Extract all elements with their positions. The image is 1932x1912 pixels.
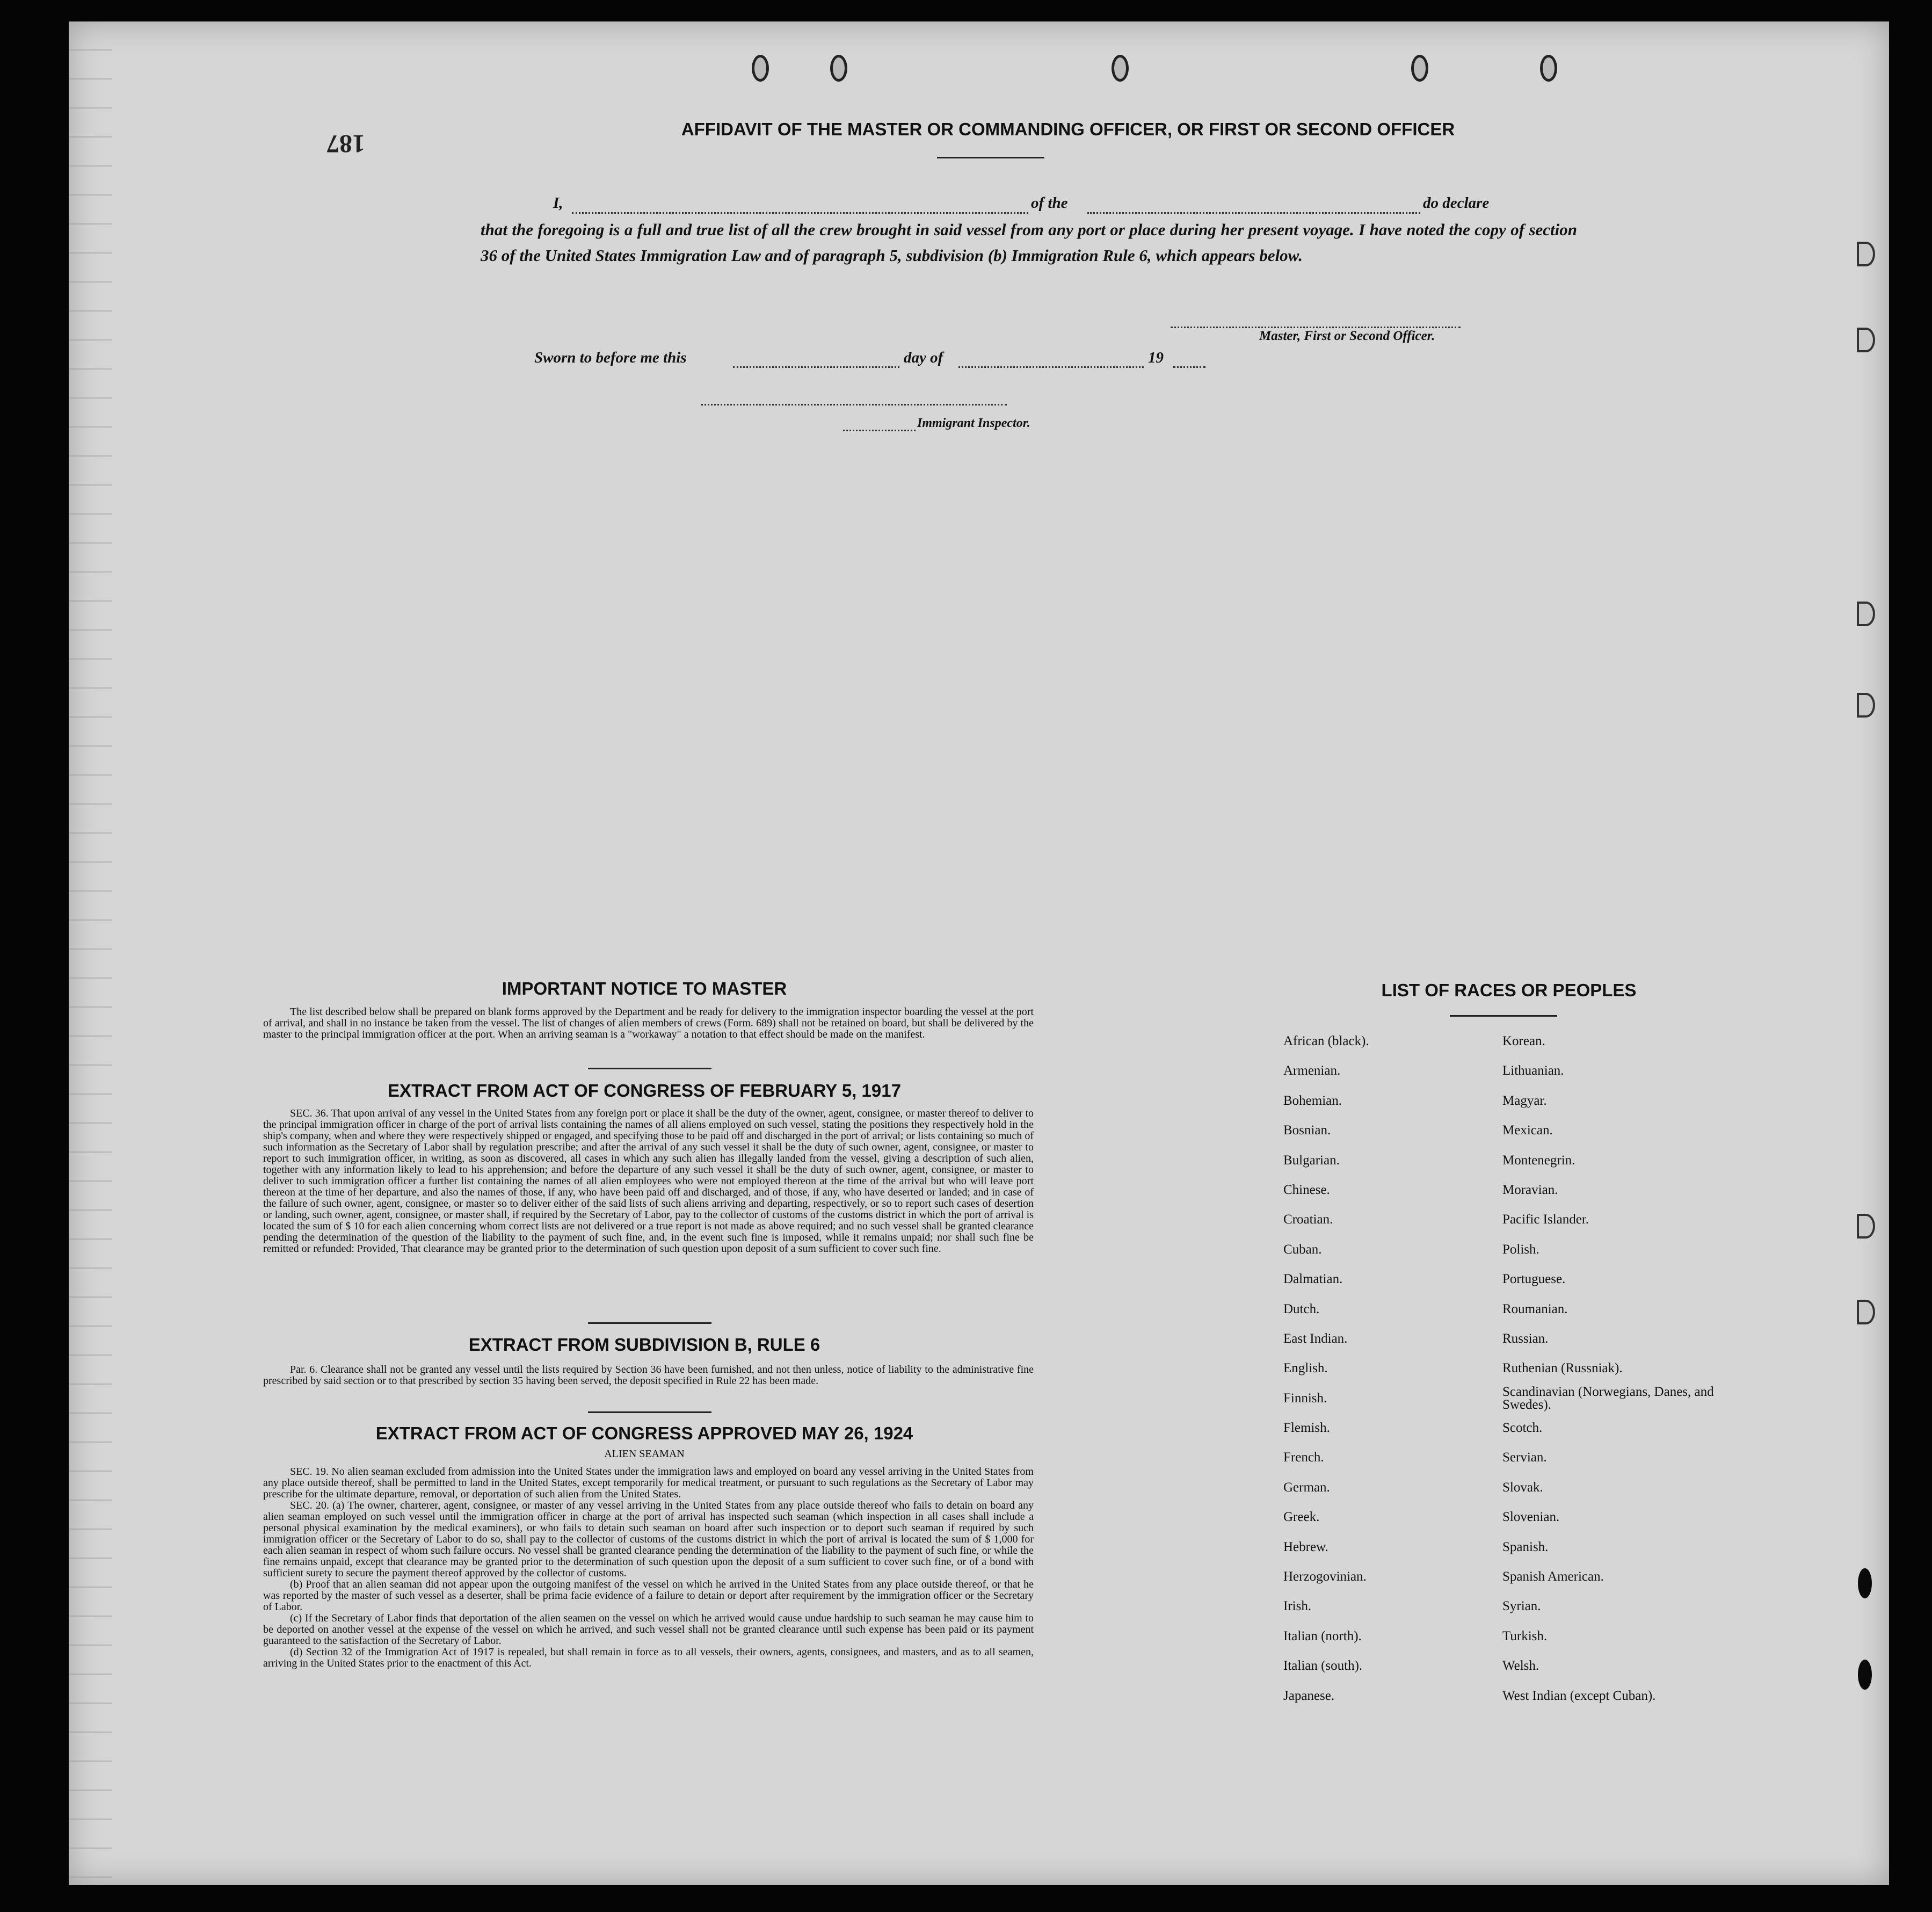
races-left-column <box>1283 1034 1502 1718</box>
race-item: Armenian. <box>1283 1063 1341 1078</box>
race-item: Cuban. <box>1283 1242 1322 1257</box>
punch-hole <box>1857 242 1875 266</box>
race-item: Ruthenian (Russniak). <box>1502 1361 1623 1376</box>
races-title: LIST OF RACES OR PEOPLES <box>1381 980 1637 1000</box>
race-item: Welsh. <box>1502 1658 1539 1674</box>
race-item: Irish. <box>1283 1599 1312 1614</box>
sec20b-text: (b) Proof that an alien seaman did not appear upon the outgoing manifest of the vessel on which he arrived in the United States from any place outside thereof, or that he was reported by the master of such vessel as a deserter, shall be prima facie evidence of a failure to detain or deport after requirement by the immigration officer or the Secretary of Labor. <box>263 1578 1034 1613</box>
race-item: Portuguese. <box>1502 1272 1566 1287</box>
sworn-year: 19 <box>1148 349 1164 366</box>
extract-1924-title: EXTRACT FROM ACT OF CONGRESS APPROVED MAY 26, 1924 <box>375 1423 913 1443</box>
race-item: Russian. <box>1502 1331 1549 1346</box>
race-item: Dalmatian. <box>1283 1272 1343 1287</box>
notice-text: The list described below shall be prepared on blank forms approved by the Department and be ready for delivery to the immigration inspector boarding the vessel at the port of arrival, and shall in no instance be taken from the vessel. The list of changes of alien members of crews (Form. 689) shall not be retained on board, but shall be delivered by the master to the principal immigration officer at the port. When an arriving seaman is a "workaway" a notation to that effect should be made on the manifest. <box>263 1006 1034 1040</box>
master-signature-line[interactable] <box>1171 327 1461 328</box>
race-item: Scotch. <box>1502 1421 1543 1436</box>
race-item: Italian (north). <box>1283 1628 1362 1643</box>
extract-rule6-text: Par. 6. Clearance shall not be granted any vessel until the lists required by Section 36 have been furnished, and not then unless, notice of liability to the administrative fine prescribed by said section or to that prescribed by section 35 having been served, the deposit specified in Rule 22 has been made. <box>263 1364 1034 1387</box>
punch-hole <box>1857 693 1875 718</box>
race-item: Flemish. <box>1283 1421 1330 1436</box>
sec20c-text: (c) If the Secretary of Labor finds that deportation of the alien seamen on the vessel on which he arrived would cause undue hardship to such seaman he may cause him to be deported on another vessel at the expense of the vessel on which he arrived, and such vessel shall not be granted clearance until such expense has been paid or its payment guaranteed to the satisfaction of the Secretary of Labor. <box>263 1612 1034 1647</box>
title-rule <box>937 157 1044 158</box>
races-rule <box>1450 1015 1557 1017</box>
punch-hole <box>1857 1300 1875 1324</box>
inspector-dots <box>843 430 916 431</box>
race-item: Greek. <box>1283 1510 1320 1525</box>
races-right-column <box>1502 1034 1724 1718</box>
punch-hole <box>1411 55 1428 82</box>
punch-hole <box>1857 1214 1875 1239</box>
race-item: Croatian. <box>1283 1212 1333 1227</box>
punch-hole <box>752 55 769 82</box>
race-item: Roumanian. <box>1502 1301 1568 1316</box>
race-item: Korean. <box>1502 1034 1545 1048</box>
race-item: Bulgarian. <box>1283 1153 1340 1168</box>
inspector-label: Immigrant Inspector. <box>917 416 1030 430</box>
race-item: Spanish. <box>1502 1539 1549 1554</box>
race-item: Moravian. <box>1502 1182 1558 1197</box>
sworn-date-blank[interactable] <box>733 366 899 368</box>
race-item: Turkish. <box>1502 1628 1548 1643</box>
race-item: Polish. <box>1502 1242 1539 1257</box>
race-item: Servian. <box>1502 1450 1547 1465</box>
extract-1924-subtitle: ALIEN SEAMAN <box>604 1448 685 1460</box>
affidavit-i: I, <box>553 194 563 212</box>
race-item: Bohemian. <box>1283 1093 1342 1108</box>
race-item: West Indian (except Cuban). <box>1502 1688 1656 1703</box>
sworn-month-blank[interactable] <box>958 366 1144 368</box>
race-item: Chinese. <box>1283 1182 1330 1197</box>
inspector-signature-line[interactable] <box>701 404 1007 405</box>
sec20a-text: SEC. 20. (a) The owner, charterer, agent, consignee, or master of any vessel arriving in the United States from any place outside thereof who fails to detain on board any alien seaman employed on such vessel until the immigration officer in charge at the port of arrival has inspected such seaman (which inspection in all cases shall include a personal physical examination by the medical examiners), or who fails to detain such seaman on board after such inspection or to deport such seaman if required by such immigration officer or the Secretary of Labor to do so, shall pay to the collector of customs of the customs district in which the port of arrival is located the sum of $ 1,000 for each alien seaman in respect of whom such failure occurs. No vessel shall be granted clearance pending the determination of the liability to the payment of such fine, or while the fine remains unpaid, except that clearance may be granted prior to the determination of such question upon the deposit of a sum sufficient to cover such fine, or of a bond with sufficient surety to secure the payment thereof approved by the collector of customs. <box>263 1500 1034 1579</box>
race-item: Dutch. <box>1283 1301 1320 1316</box>
race-item: Slovenian. <box>1502 1510 1560 1525</box>
punch-hole <box>1857 602 1875 626</box>
race-item: Scandinavian (Norwegians, Danes, and Swedes). <box>1502 1384 1714 1412</box>
race-item: Montenegrin. <box>1502 1153 1575 1168</box>
race-item: Herzogovinian. <box>1283 1569 1367 1584</box>
race-item: Bosnian. <box>1283 1123 1331 1138</box>
race-item: German. <box>1283 1480 1330 1495</box>
punch-hole <box>1112 55 1129 82</box>
extract-1917-text: SEC. 36. That upon arrival of any vessel in the United States from any foreign port or place it shall be the duty of the owner, agent, consignee, or master thereof to deliver to the principal immigration officer in charge of the port of arrival lists containing the names of all aliens employed on such vessel, stating the positions they respectively hold in the ship's company, when and where they were respectively shipped or engaged, and specifying those to be paid off and discharged in the port of arrival; or lists containing so much of such information as the Secretary of Labor shall by regulation prescribe; and after the arrival of any such vessel it shall be the duty of such owner, agent, consignee, or master to report to such immigration officer, in writing, as soon as discovered, all cases in which any such alien has illegally landed from the vessel, giving a description of such alien, together with any information likely to lead to his apprehension; and before the departure of any such vessel it shall be the duty of such owner, agent, consignee, or master to deliver to such immigration officer a further list containing the names of all alien employees who were not employed thereon at the time of the arrival but who will leave port thereon at the time of her departure, and also the names of those, if any, who have been paid off and discharged, and of those, if any, who have deserted or landed; and in case of the failure of such owner, agent, consignee, or master so to deliver either of the said lists of such aliens arriving and departing, respectively, or so to report such cases of desertion or landing, such owner, agent, consignee, or master shall, if required by the Secretary of Labor, pay to the collector of customs of the customs district in which the port of arrival is located the sum of $ 10 for each alien concerning whom correct lists are not delivered or a true report is not made as above required; and no such vessel shall be granted clearance pending the determination of the question of the liability to the payment of such fine, and, in the event such fine is imposed, while it remains unpaid; nor shall such fine be remitted or refunded: Provided, That clearance may be granted prior to the determination of such question upon deposit of a sum sufficient to cover such fine. <box>263 1107 1034 1255</box>
extract-rule6-title: EXTRACT FROM SUBDIVISION B, RULE 6 <box>468 1335 820 1355</box>
sworn-year-blank[interactable] <box>1173 366 1205 368</box>
section-rule <box>588 1411 711 1413</box>
affidavit-title: AFFIDAVIT OF THE MASTER OR COMMANDING OFFICER, OR FIRST OR SECOND OFFICER <box>681 119 1455 139</box>
race-item: French. <box>1283 1450 1324 1465</box>
race-item: Lithuanian. <box>1502 1063 1564 1078</box>
race-item: Slovak. <box>1502 1480 1543 1495</box>
race-item: Syrian. <box>1502 1599 1541 1614</box>
race-item: English. <box>1283 1361 1328 1376</box>
section-rule <box>588 1068 711 1069</box>
left-edge-lines <box>69 21 112 1885</box>
punch-hole <box>1540 55 1557 82</box>
race-item: Spanish American. <box>1502 1569 1604 1584</box>
race-item: Hebrew. <box>1283 1539 1328 1554</box>
punch-hole <box>830 55 847 82</box>
notice-title: IMPORTANT NOTICE TO MASTER <box>502 979 787 998</box>
race-item: East Indian. <box>1283 1331 1348 1346</box>
ink-blot <box>1858 1660 1872 1690</box>
race-item: Japanese. <box>1283 1688 1335 1703</box>
vessel-blank[interactable] <box>1087 212 1420 214</box>
affidavit-of-the: of the <box>1031 194 1068 212</box>
master-label: Master, First or Second Officer. <box>1259 329 1435 343</box>
races-list <box>1283 1034 1724 1718</box>
sworn-prefix: Sworn to before me this <box>534 349 687 366</box>
sec20d-text: (d) Section 32 of the Immigration Act of 1917 is repealed, but shall remain in force as to all vessels, their owners, agents, consignees, and masters, and as to all seamen, arriving in the United States prior to the enactment of this Act. <box>263 1646 1034 1669</box>
race-item: Pacific Islander. <box>1502 1212 1589 1227</box>
handwritten-sheet-number: 187 <box>326 129 365 158</box>
race-item: Magyar. <box>1502 1093 1547 1108</box>
extract-1917-title: EXTRACT FROM ACT OF CONGRESS OF FEBRUARY 5, 1917 <box>388 1081 901 1100</box>
race-item: Mexican. <box>1502 1123 1553 1138</box>
sec19-text: SEC. 19. No alien seaman excluded from admission into the United States under the immigration laws and employed on board any vessel arriving in the United States from any place outside thereof, shall be permitted to land in the United States, except temporarily for medical treatment, or pursuant to such regulations as the Secretary of Labor may prescribe for the ultimate departure, removal, or deportation of such alien from the United States. <box>263 1466 1034 1500</box>
race-item: Italian (south). <box>1283 1658 1363 1674</box>
punch-hole <box>1857 328 1875 352</box>
section-rule <box>588 1322 711 1324</box>
affidavit-do-declare: do declare <box>1423 194 1490 212</box>
ink-blot <box>1858 1568 1872 1598</box>
affidavit-body: that the foregoing is a full and true list of all the crew brought in said vessel from any port or place during her present voyage. I have noted the copy of section 36 of the United States Immigration Law and of paragraph 5, subdivision (b) Immigration Rule 6, which appears below. <box>481 220 1577 265</box>
sworn-day-of: day of <box>904 349 943 366</box>
race-item: African (black). <box>1283 1034 1369 1048</box>
name-blank[interactable] <box>572 212 1028 214</box>
race-item: Finnish. <box>1283 1390 1327 1406</box>
